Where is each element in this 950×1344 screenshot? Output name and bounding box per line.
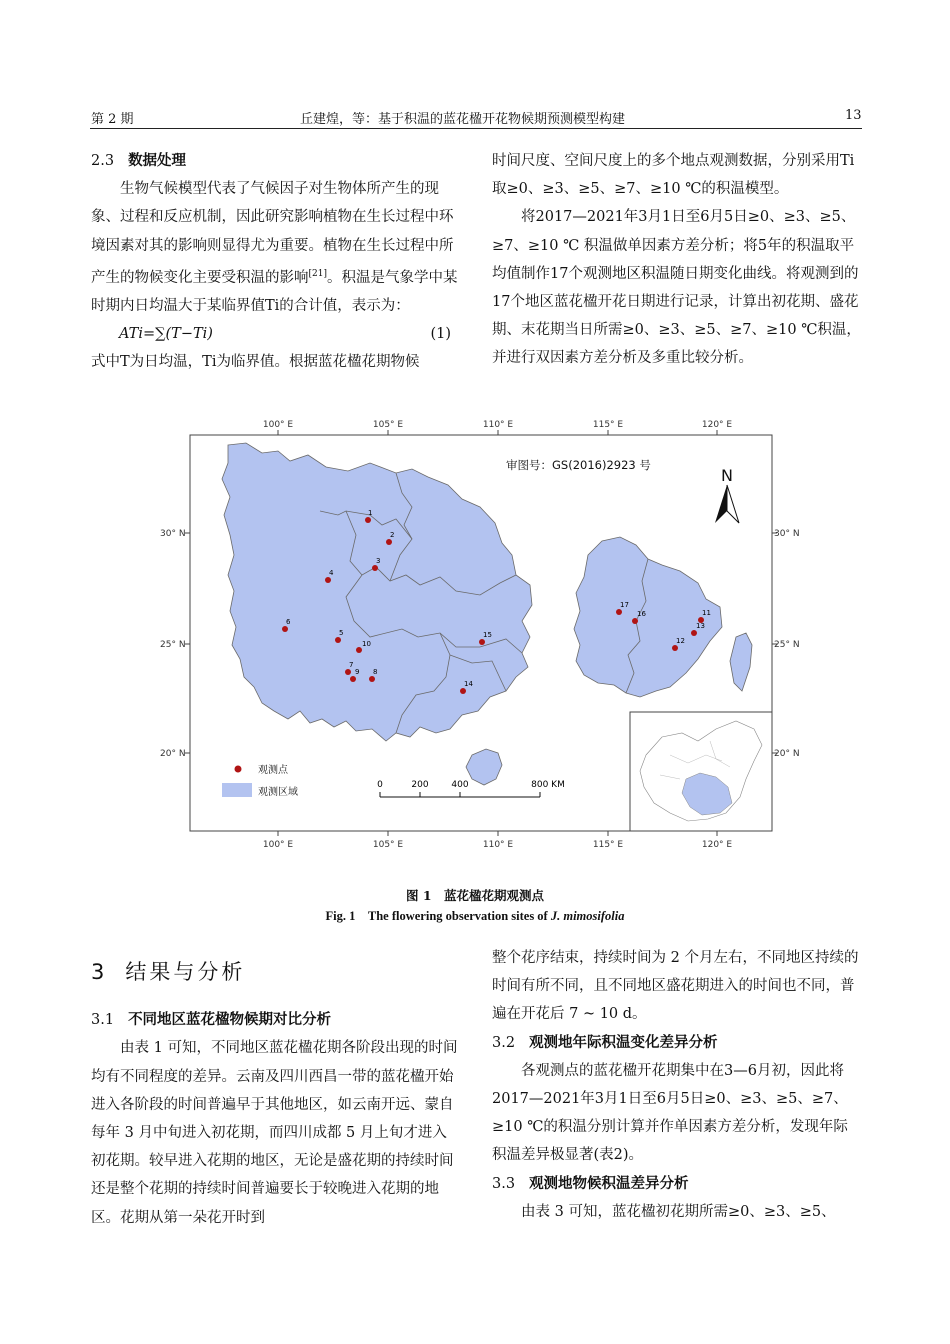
svg-text:12: 12 — [676, 637, 685, 645]
lat-label-right-20: 20° N — [774, 749, 800, 759]
svg-text:15: 15 — [483, 631, 492, 639]
svg-text:1: 1 — [368, 509, 373, 517]
svg-text:2: 2 — [390, 531, 395, 539]
figure-caption-cn: 图 1 蓝花楹花期观测点 — [405, 888, 545, 903]
svg-text:4: 4 — [329, 569, 334, 577]
section-3-heading: 3 结果与分析 — [91, 960, 246, 984]
svg-text:14: 14 — [464, 680, 473, 688]
paragraph-methods: 将2017—2021年3月1日至6月5日≥0、≥3、≥5、≥7、≥10 ℃ 积温做单因素方差分析；将5年的积温取平均值制作17个观测地区积温随日期变化曲线。将观测到的17个地区蓝花楹开花日期进行记录，计算出初花期、盛花期、末花期当日所需≥0、≥3、≥5、≥7、≥10 ℃积温，并进行双因素方差分析及多重比较分析。 — [492, 209, 861, 367]
right-column-top — [492, 147, 862, 373]
svg-text:6: 6 — [286, 618, 291, 626]
legend-area-label: 观测区域 — [258, 787, 298, 798]
lon-label-top-105: 105° E — [372, 420, 404, 430]
lon-label-top-100: 100° E — [262, 420, 294, 430]
china-inset-map — [630, 712, 772, 831]
lat-label-right-30: 30° N — [774, 529, 800, 539]
lat-label-left-20: 20° N — [160, 749, 186, 759]
equation-number: (1) — [430, 326, 451, 343]
paragraph-flowering-duration: 整个花序结束，持续时间为 2 个月左右，不同地区持续的时间有所不同，且不同地区盛花期进入的时间也不同，普遍在开花后 7 ~ 10 d。 — [492, 950, 859, 1023]
equation-formula: ATi=∑(T−Ti) — [119, 326, 213, 343]
lon-label-bottom-100: 100° E — [262, 840, 294, 850]
left-column-bottom — [91, 958, 459, 1232]
section-3-3-heading: 3.3 观测地物候积温差异分析 — [492, 1175, 689, 1192]
lon-label-top-110: 110° E — [482, 420, 514, 430]
header-rule — [90, 128, 862, 129]
legend-site-label: 观测点 — [258, 765, 288, 776]
section-3-2-heading: 3.2 观测地年际积温变化差异分析 — [492, 1034, 718, 1051]
paragraph-phenology-comparison: 由表 1 可知，不同地区蓝花楹花期各阶段出现的时间均有不同程度的差异。云南及四川西昌一带的蓝花楹开始进入各阶段的时间普遍早于其他地区，如云南开远、蒙自每年 3 月中旬进入初花期，而四川成都 5 月上旬才进入初花期。较早进入花期的地区，无论是盛花期的持续时间还是整个花期的持续时间普遍要长于较晚进入花期的地区。花期从第一朵花开时到 — [91, 1040, 458, 1226]
svg-text:10: 10 — [362, 640, 371, 648]
header-title: 丘建煌，等：基于积温的蓝花楹开花物候期预测模型构建 — [300, 112, 626, 127]
svg-text:11: 11 — [702, 609, 711, 617]
lat-label-left-30: 30° N — [160, 529, 186, 539]
lon-label-bottom-115: 115° E — [592, 840, 624, 850]
lat-label-left-25: 25° N — [160, 640, 186, 650]
legend-site-icon — [235, 766, 242, 773]
svg-text:9: 9 — [355, 668, 360, 676]
equation-1 — [91, 320, 459, 348]
observation-sites-map — [150, 415, 810, 855]
right-column-bottom — [492, 944, 862, 1226]
lon-label-bottom-120: 120° E — [701, 840, 733, 850]
paragraph-continued: 时间尺度、空间尺度上的多个地点观测数据，分别采用Ti取≥0、≥3、≥5、≥7、≥10 ℃的积温模型。 — [492, 153, 855, 198]
svg-text:N: N — [721, 466, 733, 485]
section-3-1-heading: 3.1 不同地区蓝花楹物候期对比分析 — [91, 1012, 332, 1029]
lon-label-top-115: 115° E — [592, 420, 624, 430]
paragraph-data-processing: 生物气候模型代表了气候因子对生物体所产生的现象、过程和反应机制，因此研究影响植物在生长过程中环境因素对其的影响则显得尤为重要。植物在生长过程中所产生的物候变化主要受积温的影响[21]。积温是气象学中某时期内日均温大于某临界值Ti的合计值，表示为： — [91, 181, 458, 314]
svg-text:0: 0 — [377, 780, 383, 790]
citation-21: [21] — [308, 268, 327, 279]
paragraph-formula-explanation: 式中T为日均温，Ti为临界值。根据蓝花楹花期物候 — [91, 354, 420, 371]
legend-area-swatch — [222, 783, 252, 797]
header-issue: 第 2 期 — [91, 112, 134, 127]
figure-caption-en: Fig. 1 The flowering observation sites of J. mimosifolia — [325, 909, 625, 923]
svg-text:7: 7 — [349, 661, 354, 669]
lon-label-top-120: 120° E — [701, 420, 733, 430]
lat-label-right-25: 25° N — [774, 640, 800, 650]
left-column-top — [91, 147, 459, 376]
header-page-number: 13 — [845, 108, 862, 123]
svg-text:800 KM: 800 KM — [531, 780, 565, 790]
svg-text:13: 13 — [696, 622, 705, 630]
svg-text:400: 400 — [451, 780, 469, 790]
svg-text:16: 16 — [637, 610, 646, 618]
paragraph-interannual-variation: 各观测点的蓝花楹开花期集中在3—6月初，因此将2017—2021年3月1日至6月5日≥0、≥3、≥5、≥7、≥10 ℃的积温分别计算并作单因素方差分析，发现年际积温差异极显著(表2)。 — [492, 1062, 848, 1164]
svg-text:5: 5 — [339, 629, 344, 637]
lon-label-bottom-105: 105° E — [372, 840, 404, 850]
svg-text:3: 3 — [376, 557, 381, 565]
paragraph-phenology-temperature: 由表 3 可知，蓝花楹初花期所需≥0、≥3、≥5、 — [521, 1203, 836, 1220]
svg-text:8: 8 — [373, 668, 378, 676]
lon-label-bottom-110: 110° E — [482, 840, 514, 850]
svg-text:17: 17 — [620, 601, 629, 609]
map-approval-number: 审图号：GS(2016)2923 号 — [506, 458, 651, 472]
svg-text:200: 200 — [411, 780, 429, 790]
section-2-3-heading: 2.3 数据处理 — [91, 153, 187, 169]
